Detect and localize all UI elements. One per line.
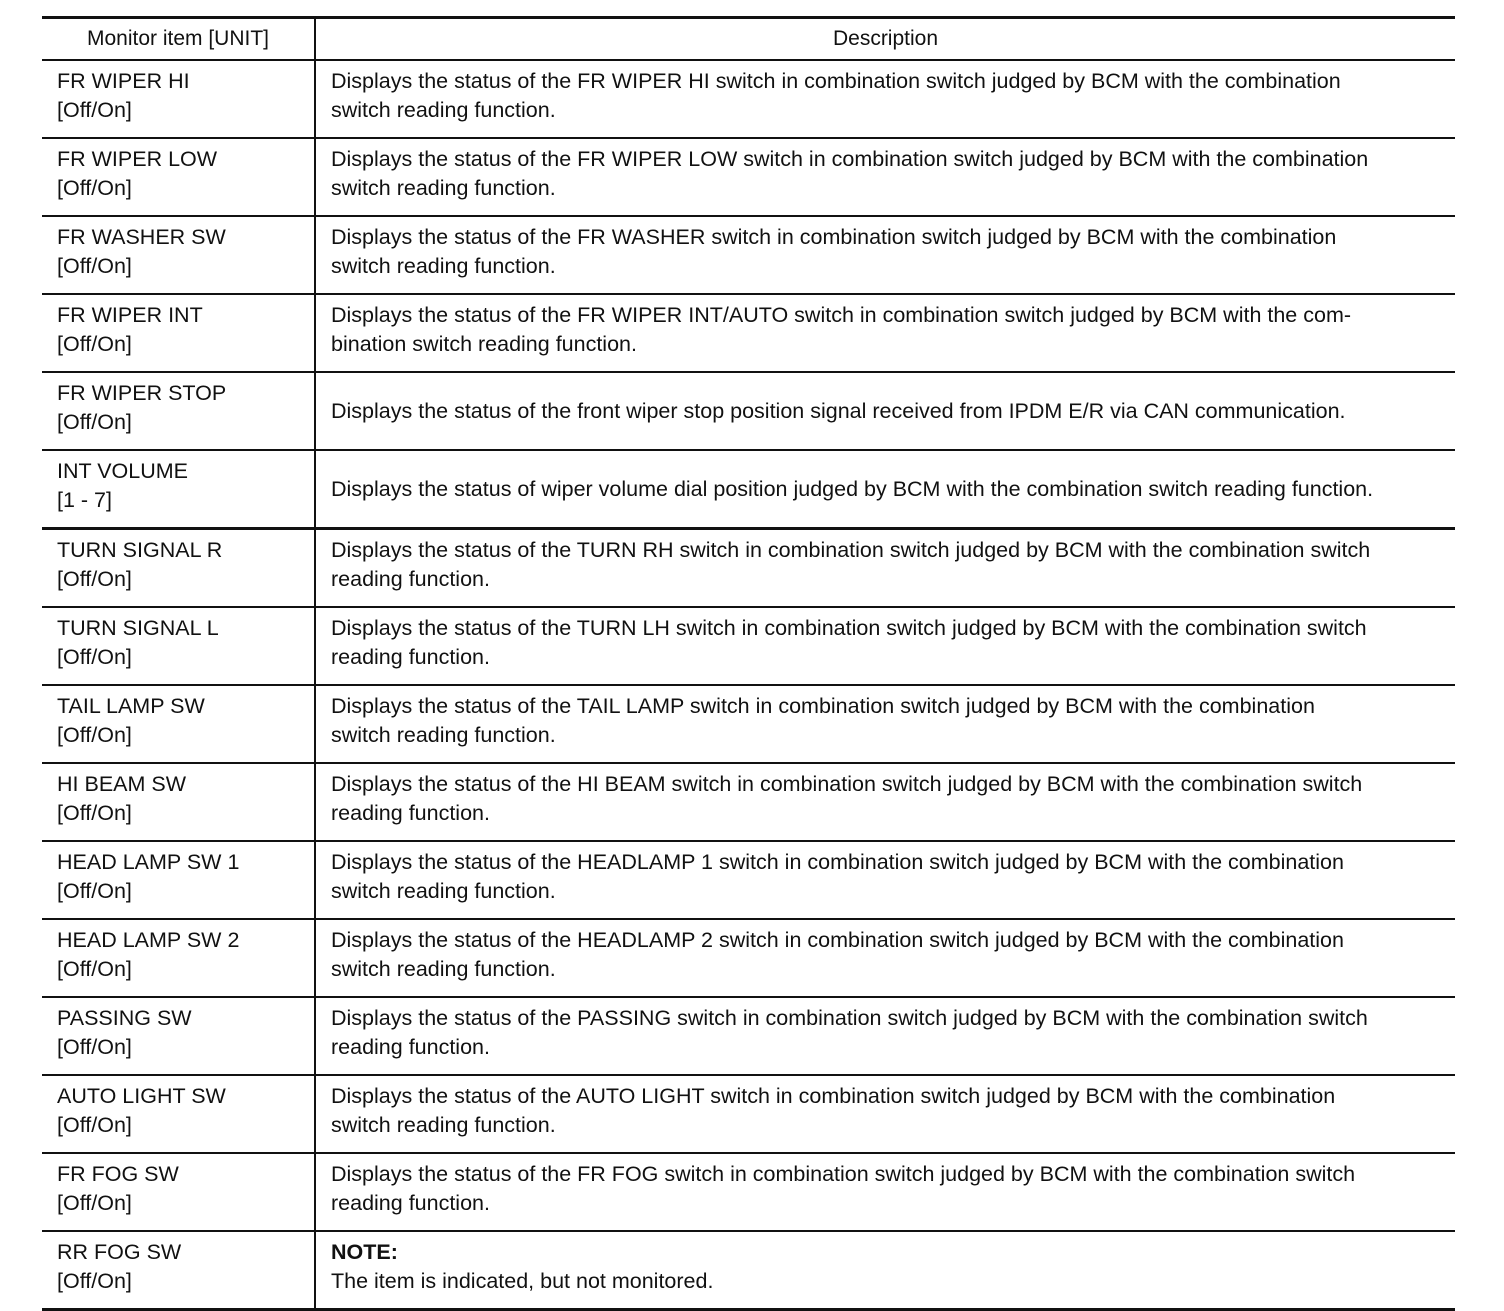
description-cell <box>315 216 1455 294</box>
table-row <box>42 763 1455 841</box>
monitor-item-name: AUTO LIGHT SW <box>57 1084 226 1108</box>
description-cell <box>315 1075 1455 1153</box>
monitor-item-unit: [Off/On] <box>57 1113 132 1137</box>
monitor-item-name: TURN SIGNAL R <box>57 538 223 562</box>
monitor-item-cell <box>42 607 315 685</box>
description-line: Displays the status of the HI BEAM switch in combination switch judged by BCM with the combination switch <box>331 772 1363 796</box>
monitor-item-unit: [Off/On] <box>57 723 132 747</box>
description-line: Displays the status of the TURN LH switch in combination switch judged by BCM with the combination switch <box>331 616 1367 640</box>
table-row <box>42 1153 1455 1231</box>
description-cell <box>315 607 1455 685</box>
table-row <box>42 216 1455 294</box>
monitor-item-name: FR WIPER INT <box>57 303 203 327</box>
note-label: NOTE: <box>331 1240 398 1264</box>
description-cell <box>315 60 1455 138</box>
description-line: Displays the status of the HEADLAMP 2 switch in combination switch judged by BCM with the combination <box>331 928 1344 952</box>
description-line: Displays the status of the AUTO LIGHT switch in combination switch judged by BCM with the combination <box>331 1084 1336 1108</box>
monitor-item-name: TURN SIGNAL L <box>57 616 219 640</box>
description-cell <box>315 841 1455 919</box>
monitor-item-name: RR FOG SW <box>57 1240 182 1264</box>
description-line: switch reading function. <box>331 254 556 278</box>
description-line: Displays the status of the TAIL LAMP switch in combination switch judged by BCM with the combination <box>331 694 1315 718</box>
monitor-item-unit: [Off/On] <box>57 1269 132 1293</box>
monitor-item-unit: [Off/On] <box>57 176 132 200</box>
monitor-item-cell <box>42 1153 315 1231</box>
description-line: Displays the status of the FR WASHER switch in combination switch judged by BCM with the combination <box>331 225 1337 249</box>
monitor-item-unit: [Off/On] <box>57 410 132 434</box>
table-header-row <box>42 18 1455 61</box>
monitor-item-unit: [Off/On] <box>57 801 132 825</box>
table-row <box>42 529 1455 608</box>
description-cell <box>315 997 1455 1075</box>
description-cell <box>315 763 1455 841</box>
monitor-item-unit: [Off/On] <box>57 1191 132 1215</box>
description-cell <box>315 1231 1455 1310</box>
table-row <box>42 60 1455 138</box>
table-row <box>42 841 1455 919</box>
description-line: switch reading function. <box>331 176 556 200</box>
description-line: switch reading function. <box>331 98 556 122</box>
monitor-item-name: FR WIPER HI <box>57 69 190 93</box>
description-line: Displays the status of the FR WIPER INT/AUTO switch in combination switch judged by BCM with the com- <box>331 303 1352 327</box>
monitor-item-cell <box>42 997 315 1075</box>
monitor-item-cell <box>42 138 315 216</box>
description-line: Displays the status of the TURN RH switch in combination switch judged by BCM with the combination switch <box>331 538 1371 562</box>
monitor-item-cell <box>42 841 315 919</box>
monitor-item-unit: [Off/On] <box>57 645 132 669</box>
description-line: Displays the status of the front wiper stop position signal received from IPDM E/R via CAN communication. <box>331 398 1346 423</box>
table-row <box>42 372 1455 450</box>
monitor-item-cell <box>42 1231 315 1310</box>
monitor-item-cell <box>42 1075 315 1153</box>
description-line: reading function. <box>331 567 490 591</box>
description-line: Displays the status of the PASSING switch in combination switch judged by BCM with the combination switch <box>331 1006 1368 1030</box>
monitor-item-cell <box>42 450 315 529</box>
monitor-item-name: FR WIPER STOP <box>57 381 227 405</box>
monitor-item-unit: [Off/On] <box>57 98 132 122</box>
monitor-item-unit: [Off/On] <box>57 567 132 591</box>
table-row <box>42 997 1455 1075</box>
description-line: reading function. <box>331 801 490 825</box>
description-line: Displays the status of wiper volume dial position judged by BCM with the combination switch reading function. <box>331 476 1374 501</box>
monitor-item-unit: [Off/On] <box>57 254 132 278</box>
monitor-item-name: HI BEAM SW <box>57 772 187 796</box>
table-row <box>42 294 1455 372</box>
table-row <box>42 1075 1455 1153</box>
monitor-items-table-wrap <box>42 16 1455 1311</box>
monitor-item-name: FR WIPER LOW <box>57 147 218 171</box>
description-line: Displays the status of the FR WIPER LOW switch in combination switch judged by BCM with the combination <box>331 147 1369 171</box>
monitor-item-cell <box>42 372 315 450</box>
description-cell <box>315 450 1455 529</box>
monitor-item-cell <box>42 216 315 294</box>
description-line: switch reading function. <box>331 879 556 903</box>
description-line: Displays the status of the HEADLAMP 1 switch in combination switch judged by BCM with the combination <box>331 850 1344 874</box>
header-description: Description <box>315 18 1455 61</box>
description-line: reading function. <box>331 1035 490 1059</box>
monitor-item-name: FR FOG SW <box>57 1162 179 1186</box>
header-monitor-item: Monitor item [UNIT] <box>42 18 315 61</box>
description-line: reading function. <box>331 645 490 669</box>
description-line: reading function. <box>331 1191 490 1215</box>
description-line: Displays the status of the FR FOG switch in combination switch judged by BCM with the combination switch <box>331 1162 1356 1186</box>
monitor-item-cell <box>42 763 315 841</box>
description-line: switch reading function. <box>331 723 556 747</box>
monitor-item-unit: [1 - 7] <box>57 488 112 512</box>
table-row <box>42 138 1455 216</box>
description-cell <box>315 529 1455 608</box>
description-line: switch reading function. <box>331 957 556 981</box>
monitor-item-unit: [Off/On] <box>57 879 132 903</box>
monitor-item-cell <box>42 294 315 372</box>
description-cell <box>315 372 1455 450</box>
monitor-item-cell <box>42 60 315 138</box>
monitor-item-name: HEAD LAMP SW 2 <box>57 928 240 952</box>
description-cell <box>315 919 1455 997</box>
description-line: Displays the status of the FR WIPER HI switch in combination switch judged by BCM with the combination <box>331 69 1341 93</box>
monitor-item-name: TAIL LAMP SW <box>57 694 205 718</box>
monitor-item-name: HEAD LAMP SW 1 <box>57 850 240 874</box>
description-cell <box>315 1153 1455 1231</box>
description-cell <box>315 138 1455 216</box>
table-row <box>42 607 1455 685</box>
description-cell <box>315 685 1455 763</box>
description-line: The item is indicated, but not monitored. <box>331 1269 714 1293</box>
monitor-item-name: INT VOLUME <box>57 459 189 483</box>
monitor-item-unit: [Off/On] <box>57 957 132 981</box>
table-row <box>42 450 1455 529</box>
monitor-item-unit: [Off/On] <box>57 332 132 356</box>
table-row <box>42 1231 1455 1310</box>
monitor-item-cell <box>42 529 315 608</box>
monitor-item-cell <box>42 919 315 997</box>
monitor-item-unit: [Off/On] <box>57 1035 132 1059</box>
monitor-item-cell <box>42 685 315 763</box>
table-row <box>42 919 1455 997</box>
monitor-item-name: PASSING SW <box>57 1006 192 1030</box>
monitor-items-table <box>42 16 1455 1311</box>
table-row <box>42 685 1455 763</box>
description-cell <box>315 294 1455 372</box>
description-line: bination switch reading function. <box>331 332 637 356</box>
description-line: switch reading function. <box>331 1113 556 1137</box>
monitor-item-name: FR WASHER SW <box>57 225 226 249</box>
